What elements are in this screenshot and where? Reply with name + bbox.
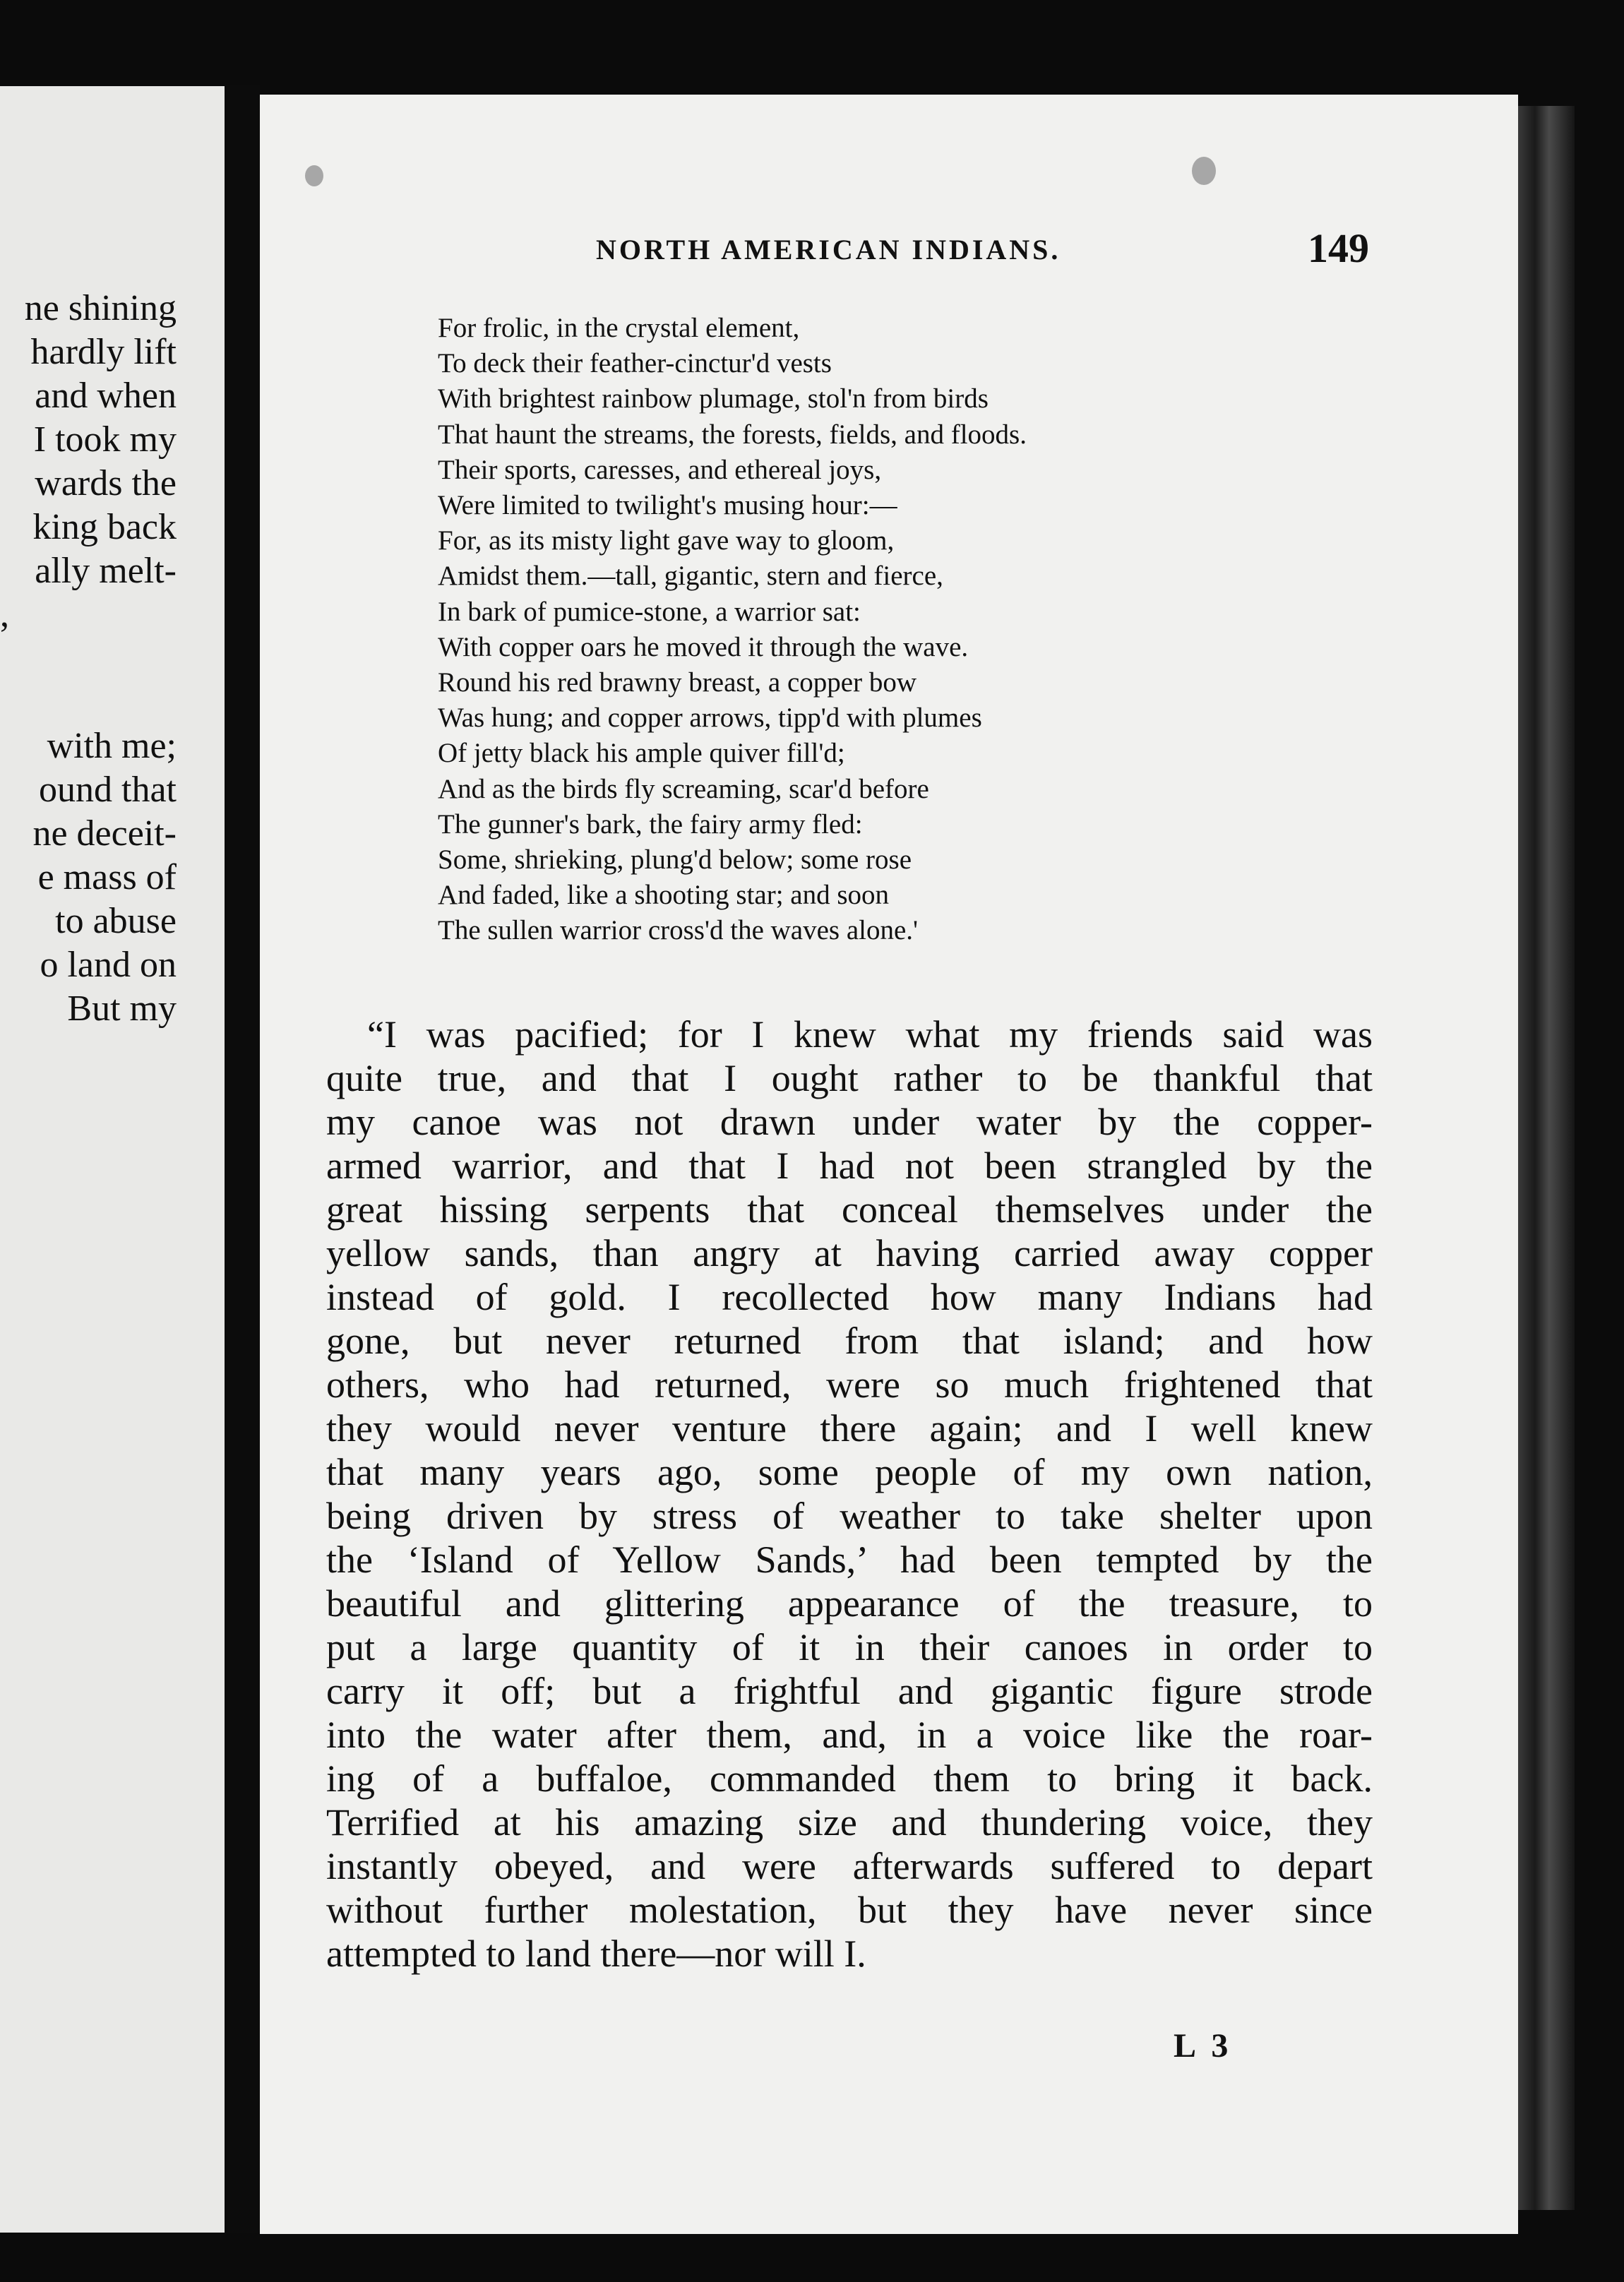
scan-speck	[305, 165, 323, 186]
poem-line: Amidst them.—tall, gigantic, stern and fierce,	[438, 561, 943, 592]
facing-line: king back	[32, 507, 177, 547]
running-head: NORTH AMERICAN INDIANS.	[596, 234, 1061, 265]
facing-line: e mass of	[37, 857, 177, 897]
poem-line: With copper oars he moved it through the wave.	[438, 631, 969, 662]
poem-line: That haunt the streams, the forests, fields, and floods.	[438, 419, 1027, 450]
prose-line: attempted to land there—nor will I.	[326, 1932, 866, 1975]
prose-line: being driven by stress of weather to take shelter upon	[326, 1495, 1373, 1537]
prose-line: great hissing serpents that conceal themselves under the	[326, 1188, 1373, 1231]
prose-line: carry it off; but a frightful and gigantic figure strode	[326, 1670, 1373, 1712]
facing-line: ne shining	[24, 288, 177, 328]
page-number: 149	[1308, 225, 1369, 271]
prose-line: quite true, and that I ought rather to be thankful that	[326, 1057, 1373, 1099]
page-edge-shadow	[1518, 106, 1575, 2210]
prose-line: my canoe was not drawn under water by the copper-	[326, 1101, 1373, 1143]
prose-paragraph	[326, 1012, 1373, 1976]
facing-line: ound that	[39, 770, 177, 810]
facing-line: But my	[67, 988, 177, 1029]
facing-line: ,	[0, 595, 9, 635]
facing-line: and when	[35, 376, 177, 416]
poem-line: For frolic, in the crystal element,	[438, 313, 800, 343]
poem-line: And as the birds fly screaming, scar'd before	[438, 773, 929, 804]
poem-line: Were limited to twilight's musing hour:—	[438, 490, 897, 521]
prose-line: they would never venture there again; and I well knew	[326, 1407, 1373, 1450]
poem-line: Of jetty black his ample quiver fill'd;	[438, 738, 845, 769]
prose-line: others, who had returned, were so much frightened that	[326, 1363, 1373, 1406]
poem-line: To deck their feather-cinctur'd vests	[438, 348, 832, 379]
prose-line: ing of a buffaloe, commanded them to bring it back.	[326, 1757, 1373, 1800]
poem-line: Some, shrieking, plung'd below; some rose	[438, 844, 912, 876]
poem-line: In bark of pumice-stone, a warrior sat:	[438, 596, 861, 627]
facing-line: ne deceit-	[32, 813, 177, 854]
poem-line: Their sports, caresses, and ethereal joys,	[438, 454, 882, 485]
poem-line: Was hung; and copper arrows, tipp'd with plumes	[438, 703, 982, 734]
prose-line: Terrified at his amazing size and thundering voice, they	[326, 1801, 1373, 1844]
prose-line: beautiful and glittering appearance of the treasure, to	[326, 1582, 1373, 1625]
facing-line: hardly lift	[30, 332, 177, 372]
facing-line: o land on	[40, 945, 177, 985]
facing-line: with me;	[47, 726, 177, 766]
prose-line: without further molestation, but they have never since	[326, 1889, 1373, 1931]
prose-line: into the water after them, and, in a voice like the roar-	[326, 1714, 1373, 1756]
scan-speck	[1192, 157, 1216, 185]
poem-line: The sullen warrior cross'd the waves alone.'	[438, 915, 919, 946]
poem-line: And faded, like a shooting star; and soon	[438, 880, 890, 911]
prose-line: gone, but never returned from that island; and how	[326, 1320, 1373, 1362]
poem-line: With brightest rainbow plumage, stol'n from birds	[438, 383, 989, 414]
prose-line: armed warrior, and that I had not been strangled by the	[326, 1145, 1373, 1187]
prose-line: put a large quantity of it in their canoes in order to	[326, 1626, 1373, 1668]
facing-line: I took my	[33, 419, 177, 460]
signature-mark: L 3	[1174, 2027, 1233, 2065]
facing-line: ally melt-	[35, 551, 177, 591]
prose-line: the ‘Island of Yellow Sands,’ had been tempted by the	[326, 1539, 1373, 1581]
poem-line: The gunner's bark, the fairy army fled:	[438, 808, 863, 840]
poem-block	[438, 311, 1027, 949]
poem-line: For, as its misty light gave way to gloom,	[438, 525, 895, 556]
prose-line: “I was pacified; for I knew what my friends said was	[367, 1013, 1373, 1056]
prose-line: instead of gold. I recollected how many Indians had	[326, 1276, 1373, 1318]
prose-line: instantly obeyed, and were afterwards suffered to depart	[326, 1845, 1373, 1887]
facing-line: to abuse	[55, 901, 177, 941]
poem-line: Round his red brawny breast, a copper bow	[438, 667, 917, 698]
book-gutter	[225, 85, 260, 2233]
facing-line: wards the	[35, 463, 177, 503]
prose-line: that many years ago, some people of my own nation,	[326, 1451, 1373, 1493]
prose-line: yellow sands, than angry at having carried away copper	[326, 1232, 1373, 1274]
facing-page-text	[0, 287, 177, 1031]
facing-page-fragment	[0, 86, 225, 2233]
